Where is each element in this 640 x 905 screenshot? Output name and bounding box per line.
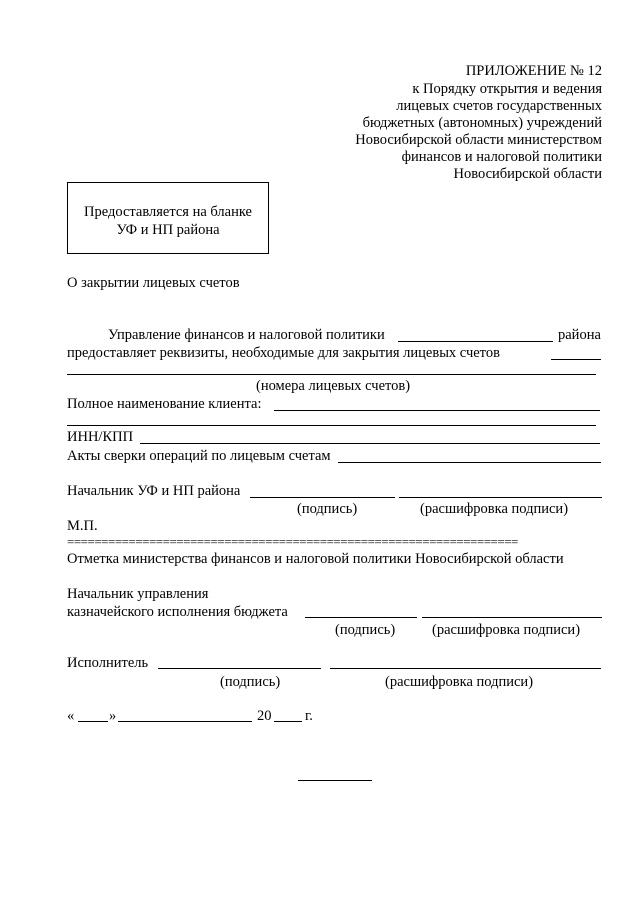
- client-name-line-1[interactable]: [274, 410, 600, 411]
- header-line-2: к Порядку открытия и ведения: [412, 81, 602, 97]
- client-name-line-2[interactable]: [67, 425, 596, 426]
- treasury-sign-line[interactable]: [305, 617, 417, 618]
- decode-caption-2: (расшифровка подписи): [432, 622, 581, 638]
- sign-caption-2: (подпись): [335, 622, 396, 638]
- client-name-label: Полное наименование клиента:: [67, 396, 262, 412]
- accounts-caption: (номера лицевых счетов): [256, 378, 411, 394]
- executor-decode-line[interactable]: [330, 668, 601, 669]
- acts-line[interactable]: [338, 462, 601, 463]
- header-line-3: лицевых счетов государственных: [396, 98, 602, 114]
- letterhead-box: [67, 182, 269, 254]
- subject-line: О закрытии лицевых счетов: [67, 275, 240, 291]
- header-line-4: бюджетных (автономных) учреждений: [362, 115, 602, 131]
- sign-caption-3: (подпись): [220, 674, 281, 690]
- sign-caption-1: (подпись): [297, 501, 358, 517]
- head-district-label: Начальник УФ и НП района: [67, 483, 241, 499]
- treasury-decode-line[interactable]: [422, 617, 602, 618]
- treasury-head-label-2: казначейского исполнения бюджета: [67, 604, 288, 620]
- acts-label: Акты сверки операций по лицевым счетам: [67, 448, 331, 464]
- head-district-sign-line[interactable]: [250, 497, 395, 498]
- accounts-blank-line-1[interactable]: [551, 359, 601, 360]
- para1-district-word: района: [558, 327, 601, 343]
- para1-text: Управление финансов и налоговой политики: [108, 327, 385, 343]
- executor-sign-line[interactable]: [158, 668, 321, 669]
- treasury-head-label-1: Начальник управления: [67, 586, 209, 602]
- header-line-6: финансов и налоговой политики: [401, 149, 602, 165]
- head-district-decode-line[interactable]: [399, 497, 602, 498]
- separator-line: ==================================================================: [67, 534, 518, 549]
- header-line-7: Новосибирской области: [453, 166, 602, 182]
- letterhead-box-line-1: Предоставляется на бланке: [84, 204, 252, 220]
- date-year-suffix: г.: [305, 708, 313, 724]
- date-month-line[interactable]: [118, 721, 252, 722]
- header-line-5: Новосибирской области министерством: [355, 132, 602, 148]
- letterhead-box-line-2: УФ и НП района: [116, 222, 220, 239]
- inn-kpp-label: ИНН/КПП: [67, 429, 134, 445]
- district-blank-line[interactable]: [398, 341, 553, 342]
- footer-rule: [298, 780, 372, 781]
- stamp-place-label: М.П.: [67, 518, 98, 534]
- header-line-1: ПРИЛОЖЕНИЕ № 12: [465, 63, 602, 79]
- executor-label: Исполнитель: [67, 655, 149, 671]
- date-year-line[interactable]: [274, 721, 302, 722]
- decode-caption-3: (расшифровка подписи): [385, 674, 534, 690]
- date-close-quote: »: [109, 708, 117, 724]
- date-open-quote: «: [67, 708, 75, 724]
- inn-kpp-line[interactable]: [140, 443, 600, 444]
- decode-caption-1: (расшифровка подписи): [420, 501, 569, 517]
- date-year-prefix: 20: [257, 708, 272, 724]
- para2-text: предоставляет реквизиты, необходимые для закрытия лицевых счетов: [67, 345, 500, 361]
- accounts-blank-line-2[interactable]: [67, 374, 596, 375]
- date-day-line[interactable]: [78, 721, 108, 722]
- ministry-mark-label: Отметка министерства финансов и налоговой политики Новосибирской области: [67, 551, 564, 567]
